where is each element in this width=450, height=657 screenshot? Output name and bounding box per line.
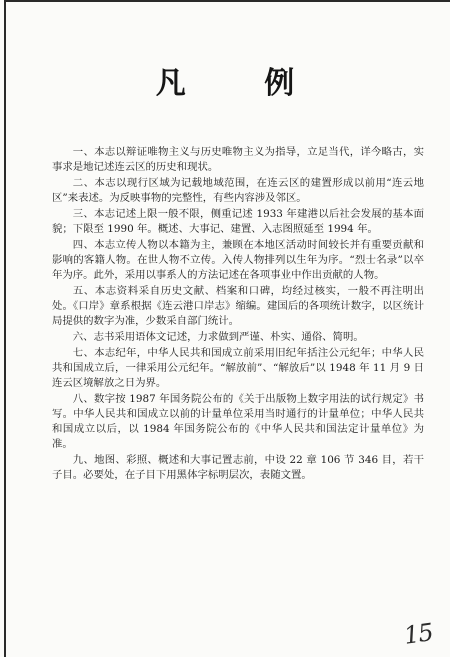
handwritten-page-number: 15: [402, 618, 435, 650]
page-title: 凡 例: [155, 66, 329, 101]
guideline-paragraph-3: 三、本志记述上限一般不限，侧重记述 1933 年建港以后社会发展的基本面貌；下限至 1990 年。概述、大事记、建置、入志图照延至 1994 年。: [52, 208, 424, 235]
guideline-paragraph-6: 六、志书采用语体文记述，力求做到严谨、朴实、通俗、简明。: [72, 330, 364, 343]
guidelines-content: [52, 145, 424, 484]
top-border-line: [4, 0, 450, 2]
guideline-paragraph-5: 五、本志资料采自历史文献、档案和口碑，均经过核实，一般不再注明出处。《口岸》章系根据《连云港口岸志》缩编。建国后的各项统计数字，以区统计局提供的数字为准，少数采自部门统计。: [52, 284, 424, 327]
guideline-paragraph-9: 九、地图、彩照、概述和大事记置志前，中设 22 章 106 节 346 目，若干子目。必要处，在子目下用黑体字标明层次，表随文置。: [52, 453, 424, 481]
guideline-paragraph-8: 八、数字按 1987 年国务院公布的《关于出版物上数字用法的试行规定》书写。中华人民共和国成立以前的计量单位采用当时通行的计量单位；中华人民共和国成立以后，以 1984 年国务院公布的《中华人民共和国法定计量单位》为准。: [52, 392, 424, 450]
guideline-paragraph-4: 四、本志立传人物以本籍为主，兼顾在本地区活动时间较长并有重要贡献和影响的客籍人物。在世人物不立传。入传人物排列以生年为序。“烈士名录”以卒年为序。此外，采用以事系人的方法记述在各项事业中作出贡献的人物。: [52, 239, 424, 281]
guideline-paragraph-2: 二、本志以现行区域为记载地域范围，在连云区的建置形成以前用“连云地区”来表述。为反映事物的完整性，有些内容涉及邻区。: [52, 177, 424, 204]
guideline-paragraph-1: 一、本志以辩证唯物主义与历史唯物主义为指导，立足当代，详今略古，实事求是地记述连云区的历史和现状。: [52, 146, 424, 173]
guideline-paragraph-7: 七、本志纪年，中华人民共和国成立前采用旧纪年括注公元纪年；中华人民共和国成立后，一律采用公元纪年。“解放前”、“解放后”以 1948 年 11 月 9 日连云区境解放之日为界。: [52, 346, 424, 389]
